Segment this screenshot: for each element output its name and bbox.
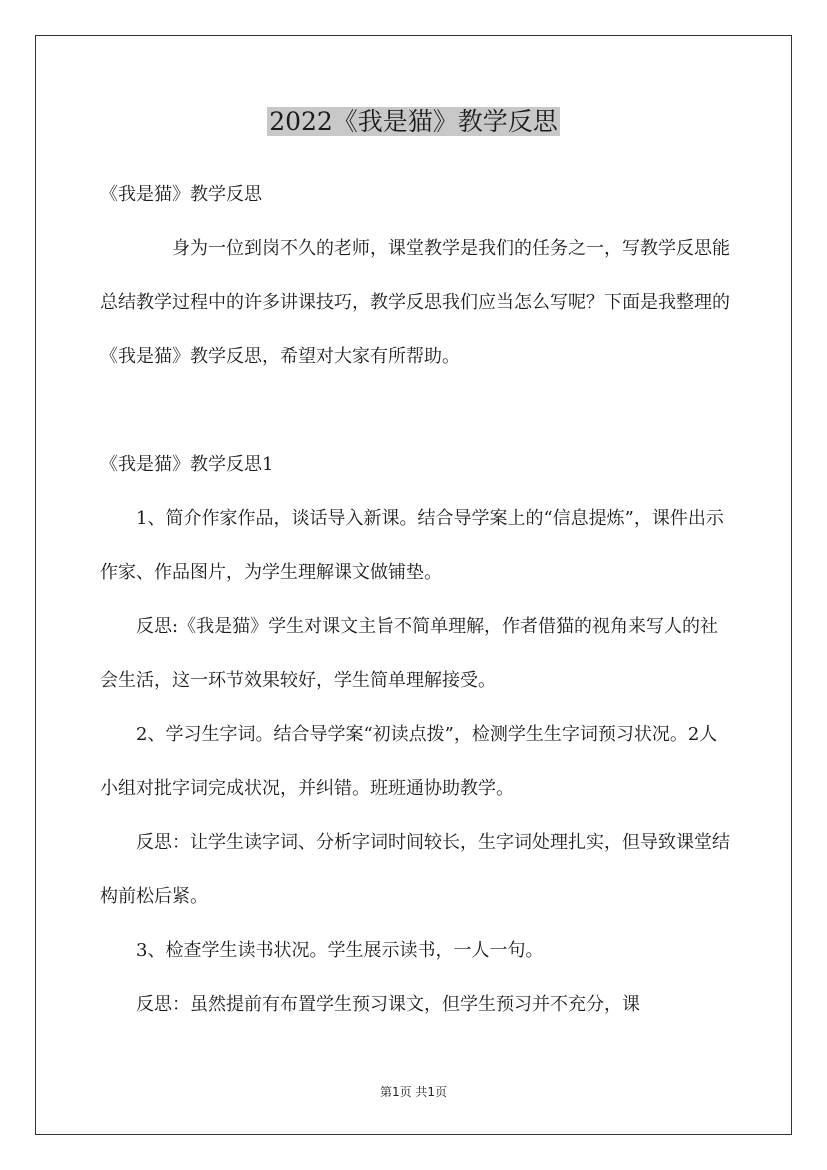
paragraph-2: 反思:《我是猫》学生对课文主旨不简单理解，作者借猫的视角来写人的社会生活，这一环节效果较好，学生简单理解接受。 [100, 616, 719, 691]
document-body [100, 168, 730, 1032]
paragraph-5: 3、检查学生读书状况。学生展示读书，一人一句。 [136, 940, 544, 961]
section-heading: 《我是猫》教学反思1 [100, 454, 274, 475]
subtitle: 《我是猫》教学反思 [100, 184, 262, 205]
section-spacer [100, 384, 730, 438]
page-footer: 第1页 共1页 [379, 1085, 448, 1099]
paragraph-4: 反思：让学生读字词、分析字词时间较长，生字词处理扎实，但导致课堂结构前松后紧。 [100, 832, 730, 907]
document-title [0, 104, 827, 140]
intro-paragraph: 身为一位到岗不久的老师，课堂教学是我们的任务之一，写教学反思能总结教学过程中的许多讲课技巧，教学反思我们应当怎么写呢？下面是我整理的《我是猫》教学反思，希望对大家有所帮助。 [100, 238, 730, 367]
document-title-text: 2022《我是猫》教学反思 [269, 107, 558, 136]
paragraph-3: 2、学习生字词。结合导学案“初读点拨”，检测学生生字词预习状况。2人小组对批字词完成状况，并纠错。班班通协助教学。 [100, 724, 718, 799]
paragraph-1: 1、简介作家作品，谈话导入新课。结合导学案上的“信息提炼”，课件出示作家、作品图片，为学生理解课文做铺垫。 [100, 508, 724, 583]
paragraph-6: 反思：虽然提前有布置学生预习课文，但学生预习并不充分，课 [136, 994, 640, 1015]
